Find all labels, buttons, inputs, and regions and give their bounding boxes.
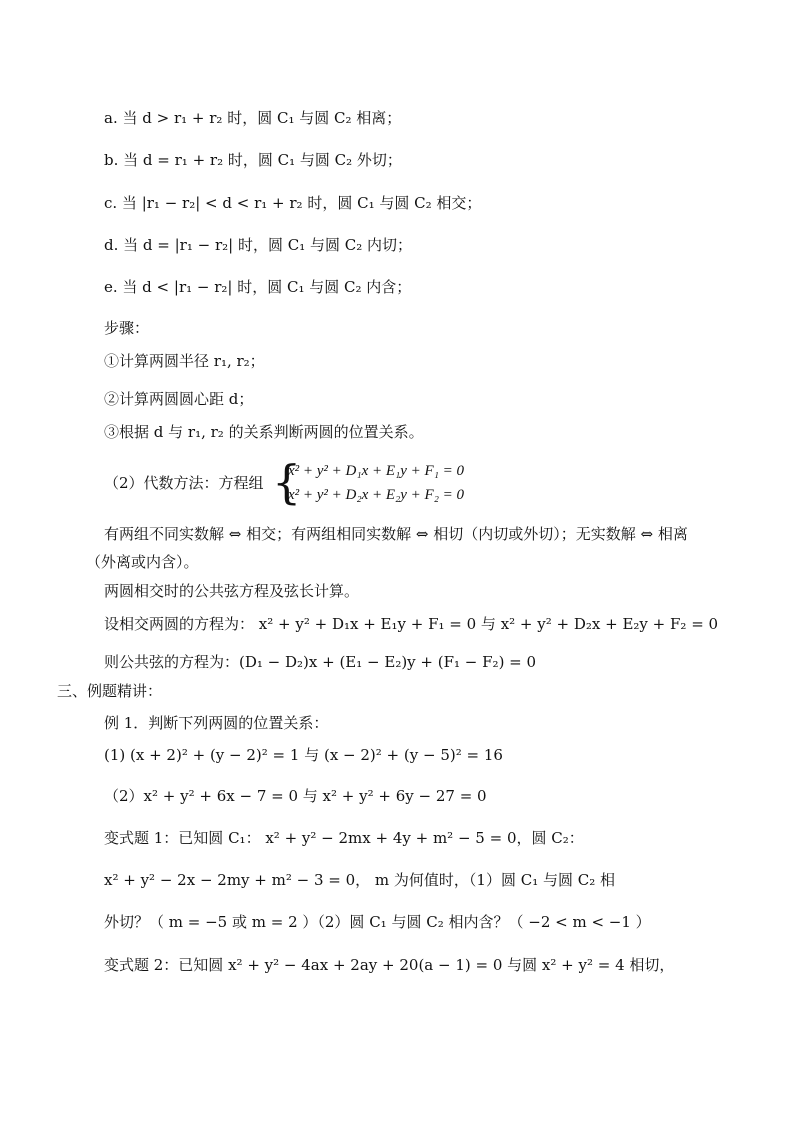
condition-d: d. 当 d = |r₁ − r₂| 时，圆 C₁ 与圆 C₂ 内切； <box>104 236 413 254</box>
step-3: ③根据 d 与 r₁, r₂ 的关系判断两圆的位置关系。 <box>104 423 424 441</box>
solutions-text-1: 有两组不同实数解 ⇔ 相交；有两组相同实数解 ⇔ 相切（内切或外切）；无实数解 ⇔ 相离 <box>104 525 688 543</box>
variant-1-line-1: 变式题 1：已知圆 C₁： x² + y² − 2mx + 4y + m² − 5 = 0，圆 C₂： <box>104 829 584 847</box>
chord-title: 两圆相交时的公共弦方程及弦长计算。 <box>104 582 360 600</box>
condition-c: c. 当 |r₁ − r₂| < d < r₁ + r₂ 时，圆 C₁ 与圆 C₂ 相交； <box>104 194 482 212</box>
example-1-part-1: (1) (x + 2)² + (y − 2)² = 1 与 (x − 2)² + (y − 5)² = 16 <box>104 746 503 764</box>
example-1-title: 例 1．判断下列两圆的位置关系： <box>104 714 329 732</box>
example-1-part-2: （2）x² + y² + 6x − 7 = 0 与 x² + y² + 6y − 27 = 0 <box>104 787 487 805</box>
variant-1-line-3: 外切？（ m = −5 或 m = 2 ）（2）圆 C₁ 与圆 C₂ 相内含？（ −2 < m < −1 ） <box>104 913 651 931</box>
solutions-text-2: （外离或内含）。 <box>86 553 199 571</box>
condition-e: e. 当 d < |r₁ − r₂| 时，圆 C₁ 与圆 C₂ 内含； <box>104 278 412 296</box>
steps-title: 步骤： <box>104 319 150 337</box>
brace-symbol: { <box>272 455 302 509</box>
algebra-method-label: （2）代数方法：方程组 <box>104 474 264 492</box>
condition-b: b. 当 d = r₁ + r₂ 时，圆 C₁ 与圆 C₂ 外切； <box>104 151 402 169</box>
step-1: ①计算两圆半径 r₁, r₂； <box>104 352 265 370</box>
variant-1-line-2: x² + y² − 2x − 2my + m² − 3 = 0， m 为何值时，（1）圆 C₁ 与圆 C₂ 相 <box>104 871 616 889</box>
chord-setup: 设相交两圆的方程为： x² + y² + D₁x + E₁y + F₁ = 0 与 x² + y² + D₂x + E₂y + F₂ = 0 <box>104 615 719 633</box>
condition-a: a. 当 d > r₁ + r₂ 时，圆 C₁ 与圆 C₂ 相离； <box>104 109 402 127</box>
common-chord-equation: 则公共弦的方程为：(D₁ − D₂)x + (E₁ − E₂)y + (F₁ − F₂) = 0 <box>104 653 537 671</box>
system-equation-2: x² + y² + D₂x + E₂y + F₂ = 0 <box>288 487 465 503</box>
step-2: ②计算两圆圆心距 d； <box>104 390 254 408</box>
section-heading: 三、例题精讲： <box>57 682 163 700</box>
variant-2-line-1: 变式题 2：已知圆 x² + y² − 4ax + 2ay + 20(a − 1) = 0 与圆 x² + y² = 4 相切， <box>104 956 675 974</box>
system-equation-1: x² + y² + D₁x + E₁y + F₁ = 0 <box>288 463 465 479</box>
